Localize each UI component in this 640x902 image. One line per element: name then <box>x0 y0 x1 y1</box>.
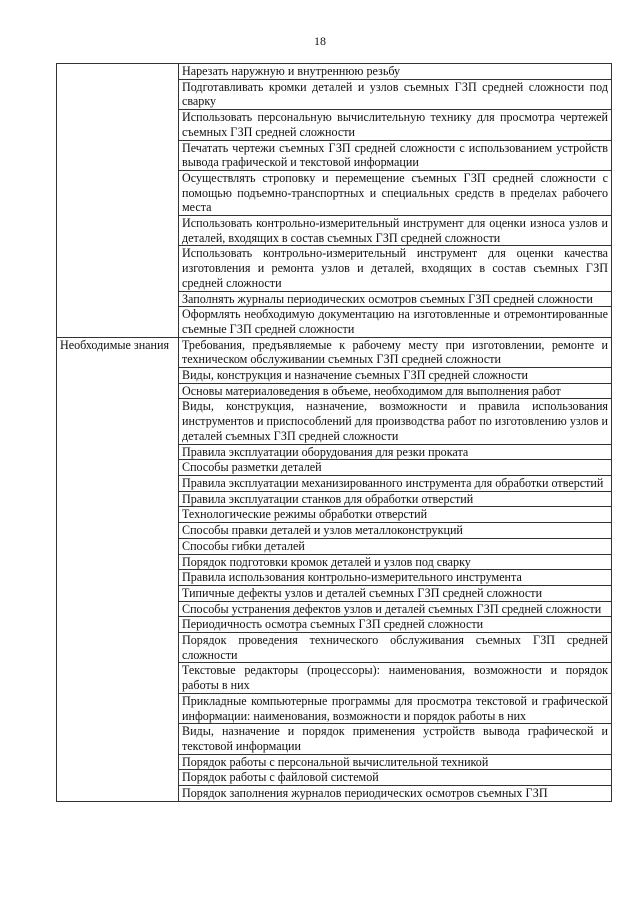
requirement-item: Периодичность осмотра съемных ГЗП средней сложности <box>179 617 612 633</box>
requirement-item: Текстовые редакторы (процессоры): наименования, возможности и порядок работы в них <box>179 663 612 693</box>
requirements-table <box>56 63 612 802</box>
requirement-item: Оформлять необходимую документацию на изготовленные и отремонтированные съемные ГЗП средней сложности <box>179 307 612 337</box>
requirement-item: Способы правки деталей и узлов металлоконструкций <box>179 523 612 539</box>
requirement-item: Использовать контрольно-измерительный инструмент для оценки износа узлов и деталей, входящих в состав съемных ГЗП средней сложности <box>179 216 612 246</box>
table-row <box>57 337 612 367</box>
requirement-item: Способы устранения дефектов узлов и деталей съемных ГЗП средней сложности <box>179 601 612 617</box>
requirement-item: Правила эксплуатации станков для обработки отверстий <box>179 491 612 507</box>
requirement-item: Способы разметки деталей <box>179 460 612 476</box>
requirement-item: Печатать чертежи съемных ГЗП средней сложности с использованием устройств вывода графической и текстовой информации <box>179 140 612 170</box>
page-number: 18 <box>314 34 326 48</box>
requirement-item: Подготавливать кромки деталей и узлов съемных ГЗП средней сложности под сварку <box>179 79 612 109</box>
requirement-item: Порядок заполнения журналов периодических осмотров съемных ГЗП <box>179 786 612 802</box>
requirement-item: Порядок проведения технического обслуживания съемных ГЗП средней сложности <box>179 633 612 663</box>
section-label: Необходимые знания <box>57 337 179 801</box>
table-row <box>57 64 612 80</box>
requirement-item: Использовать персональную вычислительную технику для просмотра чертежей съемных ГЗП средней сложности <box>179 110 612 140</box>
requirement-item: Основы материаловедения в объеме, необходимом для выполнения работ <box>179 383 612 399</box>
requirement-item: Виды, конструкция и назначение съемных ГЗП средней сложности <box>179 368 612 384</box>
requirement-item: Порядок работы с файловой системой <box>179 770 612 786</box>
section-label <box>57 64 179 338</box>
requirement-item: Порядок подготовки кромок деталей и узлов под сварку <box>179 554 612 570</box>
requirement-item: Порядок работы с персональной вычислительной техникой <box>179 754 612 770</box>
requirement-item: Заполнять журналы периодических осмотров съемных ГЗП средней сложности <box>179 291 612 307</box>
requirement-item: Требования, предъявляемые к рабочему месту при изготовлении, ремонте и техническом обслуживании съемных ГЗП средней сложности <box>179 337 612 367</box>
requirement-item: Правила использования контрольно-измерительного инструмента <box>179 570 612 586</box>
requirement-item: Прикладные компьютерные программы для просмотра текстовой и графической информации: наименования, возможности и порядок работы в них <box>179 693 612 723</box>
requirement-item: Виды, назначение и порядок применения устройств вывода графической и текстовой информации <box>179 724 612 754</box>
requirement-item: Способы гибки деталей <box>179 538 612 554</box>
requirement-item: Правила эксплуатации механизированного инструмента для обработки отверстий <box>179 475 612 491</box>
requirement-item: Виды, конструкция, назначение, возможности и правила использования инструментов и приспособлений для производства работ по изготовлению узлов и деталей съемных ГЗП средней сложности <box>179 399 612 444</box>
requirements-table-body <box>57 64 612 802</box>
requirement-item: Типичные дефекты узлов и деталей съемных ГЗП средней сложности <box>179 585 612 601</box>
requirement-item: Технологические режимы обработки отверстий <box>179 507 612 523</box>
requirement-item: Использовать контрольно-измерительный инструмент для оценки качества изготовления и ремонта узлов и деталей, входящих в состав съемных ГЗП средней сложности <box>179 246 612 291</box>
requirement-item: Осуществлять строповку и перемещение съемных ГЗП средней сложности с помощью подъемно-транспортных и специальных средств в пределах рабочего места <box>179 170 612 215</box>
requirement-item: Правила эксплуатации оборудования для резки проката <box>179 444 612 460</box>
requirement-item: Нарезать наружную и внутреннюю резьбу <box>179 64 612 80</box>
